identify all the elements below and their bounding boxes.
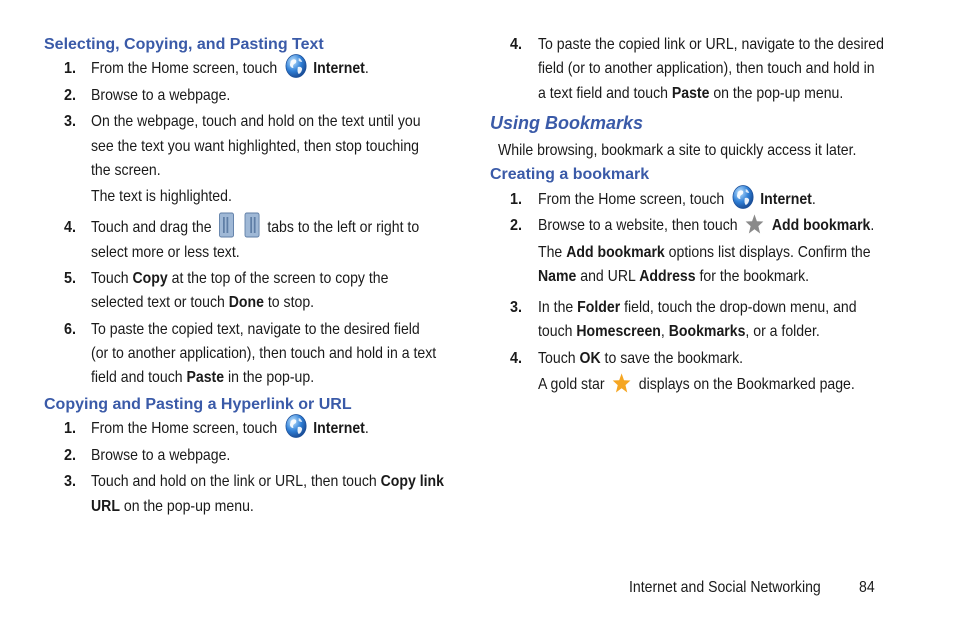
step-number: 1. bbox=[64, 420, 77, 437]
section-title-using-bookmarks: Using Bookmarks bbox=[490, 113, 644, 133]
globe-icon bbox=[285, 53, 308, 79]
step-text: To paste the copied link or URL, navigate to the desired bbox=[538, 36, 884, 53]
section-intro: While browsing, bookmark a site to quickly access it later. bbox=[498, 142, 857, 159]
step-text: From the Home screen, touch Internet. bbox=[91, 59, 369, 79]
step-text: selected text or touch Done to stop. bbox=[91, 294, 315, 311]
step-number: 2. bbox=[64, 87, 77, 104]
page-number: 84 bbox=[859, 579, 875, 596]
step-text: (or to another application), then touch and hold in a text bbox=[91, 345, 437, 362]
step-number: 4. bbox=[64, 219, 77, 236]
step-number: 1. bbox=[510, 191, 523, 208]
step-number: 4. bbox=[510, 36, 523, 53]
step-number: 2. bbox=[510, 217, 523, 234]
step-text: the screen. bbox=[91, 162, 161, 179]
step-number: 6. bbox=[64, 321, 77, 338]
subheading-creating-bookmark: Creating a bookmark bbox=[490, 166, 650, 183]
step-text: a text field and touch Paste on the pop-up menu. bbox=[538, 85, 844, 102]
step-text: Touch and drag the tabs to the left or right to bbox=[91, 218, 419, 238]
step-number: 4. bbox=[510, 350, 523, 367]
step-text: Touch and hold on the link or URL, then touch Copy link bbox=[91, 473, 444, 490]
step-text: In the Folder field, touch the drop-down menu, and bbox=[538, 299, 857, 316]
step-text: touch Homescreen, Bookmarks, or a folder. bbox=[538, 323, 820, 340]
step-note: The text is highlighted. bbox=[91, 188, 232, 205]
step-text: From the Home screen, touch Internet. bbox=[538, 190, 816, 210]
step-text: On the webpage, touch and hold on the text until you bbox=[91, 113, 421, 130]
step-note: Name and URL Address for the bookmark. bbox=[538, 268, 810, 285]
step-text: Browse to a webpage. bbox=[91, 447, 231, 464]
step-text: Touch OK to save the bookmark. bbox=[538, 350, 744, 367]
step-text: field and touch Paste in the pop-up. bbox=[91, 369, 315, 386]
step-text: select more or less text. bbox=[91, 244, 240, 261]
globe-icon bbox=[285, 413, 308, 439]
step-number: 2. bbox=[64, 447, 77, 464]
text-select-tab-icon bbox=[219, 212, 235, 238]
step-number: 3. bbox=[510, 299, 523, 316]
step-text: To paste the copied text, navigate to the desired field bbox=[91, 321, 420, 338]
gold-star-icon bbox=[612, 372, 631, 394]
step-number: 5. bbox=[64, 270, 77, 287]
step-text: field (or to another application), then touch and hold in bbox=[538, 60, 875, 77]
step-text: URL on the pop-up menu. bbox=[91, 498, 254, 515]
step-number: 3. bbox=[64, 113, 77, 130]
gray-star-icon bbox=[745, 213, 764, 235]
step-text: Touch Copy at the top of the screen to copy the bbox=[91, 270, 389, 287]
text-select-tab-icon bbox=[244, 212, 260, 238]
section-heading-copying-hyperlink: Copying and Pasting a Hyperlink or URL bbox=[44, 396, 352, 413]
step-text: Browse to a website, then touch Add bookmark. bbox=[538, 216, 874, 236]
step-number: 1. bbox=[64, 60, 77, 77]
step-text: see the text you want highlighted, then stop touching bbox=[91, 138, 419, 155]
step-note: A gold star displays on the Bookmarked page. bbox=[538, 375, 855, 395]
footer-chapter: Internet and Social Networking bbox=[629, 579, 821, 596]
step-note: The Add bookmark options list displays. Confirm the bbox=[538, 244, 871, 261]
section-heading-selecting-text: Selecting, Copying, and Pasting Text bbox=[44, 36, 324, 53]
step-number: 3. bbox=[64, 473, 77, 490]
globe-icon bbox=[732, 184, 755, 210]
step-text: Browse to a webpage. bbox=[91, 87, 231, 104]
step-text: From the Home screen, touch Internet. bbox=[91, 419, 369, 439]
